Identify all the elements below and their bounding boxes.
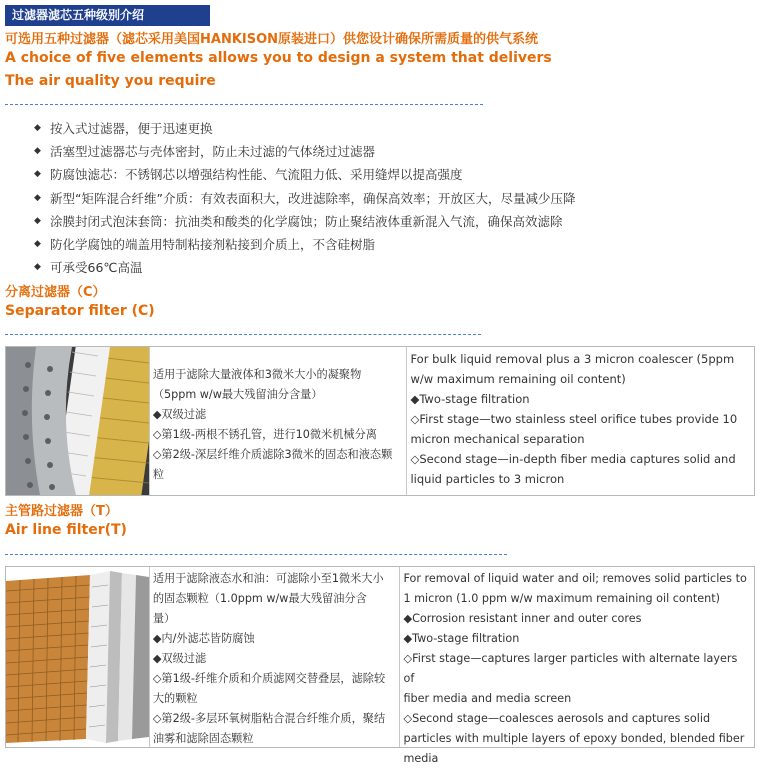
separator-cn-description bbox=[150, 347, 408, 495]
feature-text: 新型“矩阵混合纤维”介质：有效表面积大，改进滤除率，确保高效率；开放区大，尽量减少压降 bbox=[50, 190, 576, 206]
airline-title-cn: 主管路过滤器（T） bbox=[5, 504, 118, 519]
airline-en-line: media bbox=[403, 752, 439, 765]
feature-text: 按入式过滤器，便于迅速更换 bbox=[50, 121, 213, 136]
feature-text: 可承受66℃高温 bbox=[50, 260, 143, 276]
separator-en-line: ◇First stage—two stainless steel orifice tubes provide 10 bbox=[410, 412, 738, 426]
airline-en-line: ◇First stage—captures larger particles with alternate layers of bbox=[403, 652, 738, 685]
airline-title-en: Air line filter(T) bbox=[5, 522, 127, 538]
feature-text: 防化学腐蚀的端盖用特制粘接剂粘接到介质上，不含硅树脂 bbox=[50, 236, 376, 252]
separator-en-line: w/w maximum remaining oil content) bbox=[410, 372, 626, 386]
airline-en-line: fiber media and media screen bbox=[403, 692, 572, 705]
separator-filter-image bbox=[6, 347, 150, 495]
feature-text: 活塞型过滤器芯与壳体密封，防止未过滤的气体绕过过滤器 bbox=[50, 144, 376, 160]
diamond-bullet-icon: ◆ bbox=[34, 146, 41, 157]
separator-cn-line: ◆双级过滤 bbox=[152, 408, 207, 421]
divider-1 bbox=[5, 104, 483, 105]
list-item bbox=[34, 187, 575, 210]
separator-cn-line: 粒 bbox=[152, 468, 165, 481]
airline-cn-line: 的固态颗粒（1.0ppm w/w最大残留油分含 bbox=[152, 592, 367, 605]
separator-cn-line: ◇第1级-两根不锈孔管，进行10微米机械分离 bbox=[152, 428, 377, 441]
airline-cn-line: 量） bbox=[152, 612, 176, 625]
airline-filter-image bbox=[6, 567, 150, 747]
section-title: 过滤器滤芯五种级别介绍 bbox=[5, 5, 210, 26]
diamond-bullet-icon: ◆ bbox=[34, 169, 41, 180]
separator-title-cn: 分离过滤器（C） bbox=[5, 285, 106, 300]
divider-3 bbox=[5, 554, 507, 555]
divider-2 bbox=[5, 334, 481, 335]
feature-text: 涂膜封闭式泡沫套筒：抗油类和酸类的化学腐蚀；防止聚结液体重新混入气流，确保高效滤除 bbox=[50, 213, 563, 229]
feature-list bbox=[34, 117, 575, 279]
separator-filter-table bbox=[5, 346, 755, 496]
airline-en-description bbox=[400, 567, 754, 765]
diamond-bullet-icon: ◆ bbox=[34, 238, 41, 249]
intro-cn: 可选用五种过滤器（滤芯采用美国HANKISON原装进口）供您设计确保所需质量的供气系统 bbox=[5, 32, 539, 47]
airline-cn-line: ◆内/外滤芯皆防腐蚀 bbox=[152, 632, 255, 645]
diamond-bullet-icon: ◆ bbox=[34, 262, 41, 273]
diamond-bullet-icon: ◆ bbox=[34, 215, 41, 226]
airline-cn-line: ◇第1级-纤维介质和介质滤网交替叠层，滤除较 bbox=[152, 672, 386, 685]
airline-cn-line: 适用于滤除液态水和油：可滤除小至1微米大小 bbox=[152, 572, 384, 585]
separator-cn-line: ◇第2级-深层纤维介质滤除3微米的固态和液态颗 bbox=[152, 448, 393, 461]
separator-cn-line: （5ppm w/w最大残留油分含量） bbox=[152, 388, 323, 401]
airline-cn-line: ◆双级过滤 bbox=[152, 652, 207, 665]
separator-en-line: ◆Two-stage filtration bbox=[410, 392, 530, 406]
intro-en-1: A choice of five elements allows you to design a system that delivers bbox=[5, 50, 552, 66]
airline-en-line: ◆Two-stage filtration bbox=[403, 632, 520, 645]
list-item bbox=[34, 117, 575, 140]
diamond-bullet-icon: ◆ bbox=[34, 123, 41, 133]
diamond-bullet-icon: ◆ bbox=[34, 192, 41, 203]
list-item bbox=[34, 140, 575, 163]
list-item bbox=[34, 233, 575, 256]
separator-cn-line: 适用于滤除大量液体和3微米大小的凝聚物 bbox=[152, 368, 362, 381]
airline-cn-line: 大的颗粒 bbox=[152, 692, 198, 705]
separator-en-description bbox=[407, 347, 754, 495]
intro-en-2: The air quality you require bbox=[5, 73, 216, 89]
feature-text: 防腐蚀滤芯：不锈钢芯以增强结构性能、气流阻力低、采用缝焊以提高强度 bbox=[50, 167, 463, 183]
airline-cn-description bbox=[150, 567, 401, 747]
separator-en-line: liquid particles to 3 micron bbox=[410, 472, 565, 486]
airline-cn-line: ◇第2级-多层环氧树脂粘合混合纤维介质，聚结 bbox=[152, 712, 386, 725]
airline-en-line: particles with multiple layers of epoxy bonded, blended fiber bbox=[403, 732, 745, 745]
airline-filter-illustration bbox=[6, 567, 149, 747]
airline-en-line: For removal of liquid water and oil; removes solid particles to bbox=[403, 572, 747, 585]
separator-filter-illustration bbox=[6, 347, 149, 495]
separator-en-line: For bulk liquid removal plus a 3 micron coalescer (5ppm bbox=[410, 352, 735, 366]
airline-en-line: ◇Second stage—coalesces aerosols and captures solid bbox=[403, 712, 711, 725]
airline-en-line: ◆Corrosion resistant inner and outer cores bbox=[403, 612, 642, 625]
list-item bbox=[34, 256, 575, 279]
airline-cn-line: 油雾和滤除固态颗粒 bbox=[152, 732, 254, 745]
airline-filter-table bbox=[5, 566, 755, 765]
airline-en-line: 1 micron (1.0 ppm w/w maximum remaining oil content) bbox=[403, 592, 720, 605]
separator-title-en: Separator filter (C) bbox=[5, 303, 155, 319]
list-item bbox=[34, 210, 575, 233]
list-item bbox=[34, 163, 575, 186]
separator-en-line: ◇Second stage—in-depth fiber media captures solid and bbox=[410, 452, 736, 466]
separator-en-line: micron mechanical separation bbox=[410, 432, 585, 446]
